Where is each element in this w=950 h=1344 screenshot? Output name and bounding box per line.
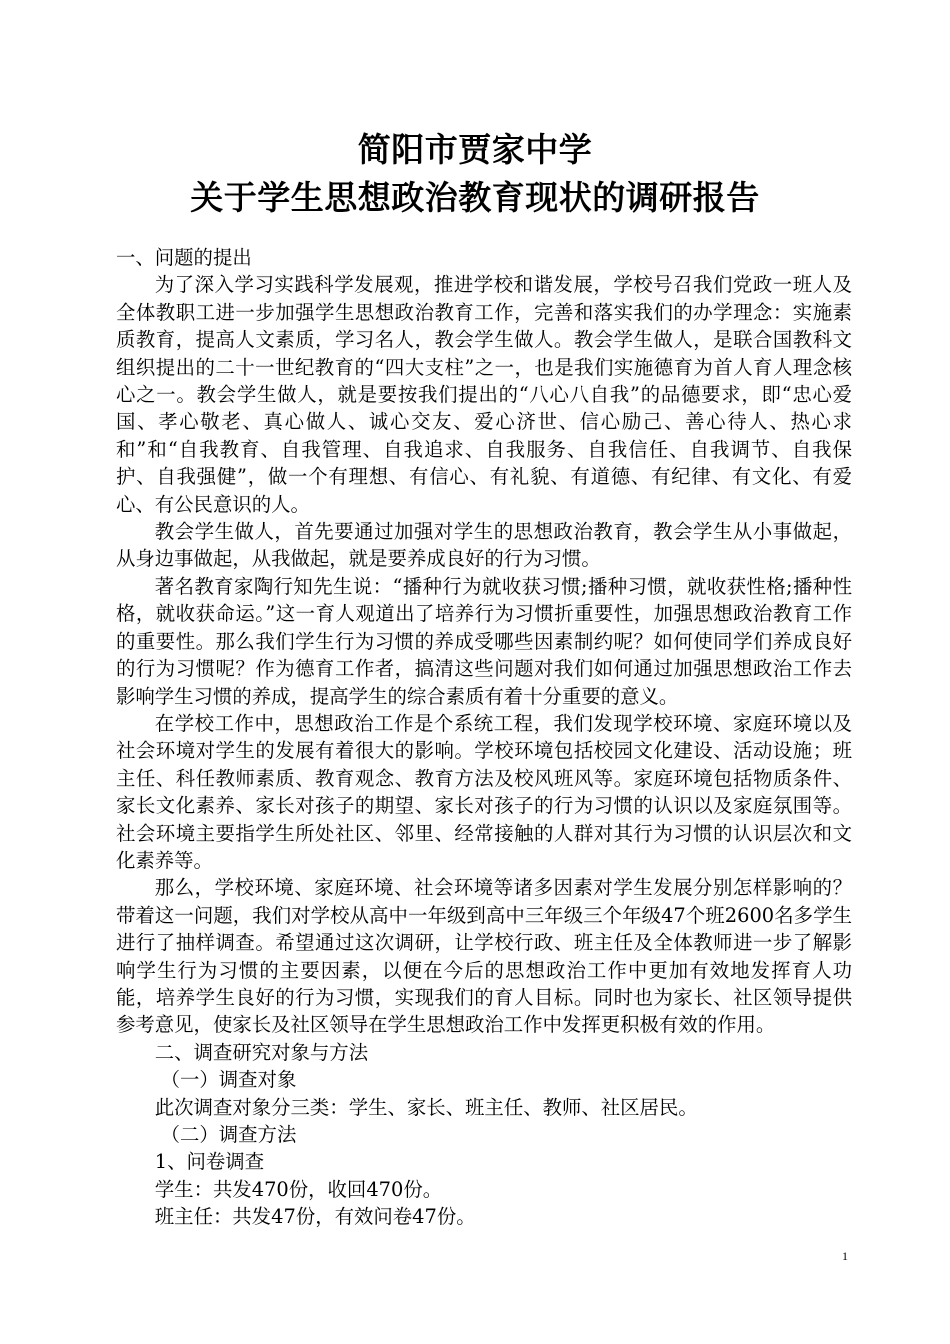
- title-school: 简阳市贾家中学: [357, 130, 593, 169]
- title-report: 关于学生思想政治教育现状的调研报告: [190, 178, 760, 217]
- subsection-heading-survey-method: （二）调查方法: [160, 1123, 297, 1146]
- page-number: 1: [842, 1249, 848, 1263]
- title-block: [0, 126, 950, 222]
- section-heading-2: 二、调查研究对象与方法: [154, 1040, 369, 1064]
- headteacher-questionnaire-line: 班主任：共发47份，有效问卷47份。: [154, 1205, 476, 1229]
- method-item-questionnaire: 1、问卷调查: [154, 1150, 265, 1174]
- survey-objects-text: 此次调查对象分三类：学生、家长、班主任、教师、社区居民。: [154, 1095, 698, 1119]
- paragraph-5: 那么，学校环境、家庭环境、社会环境等诸多因素对学生发展分别怎样影响的？带着这一问题，我们对学校从高中一年级到高中三年级三个年级47个班2600名多学生进行了抽样调查。希望通过这次调研，让学校行政、班主任及全体教师进一步了解影响学生行为习惯的主要因素，以便在今后的思想政治工作中更加有效地发挥育人功能，培养学生良好的行为习惯，实现我们的育人目标。同时也为家长、社区领导提供参考意见，使家长及社区领导在学生思想政治工作中发挥更积极有效的作用。: [116, 876, 852, 1037]
- section-heading-1: 一、问题的提出: [116, 246, 252, 269]
- paragraph-2: 教会学生做人，首先要通过加强对学生的思想政治教育，教会学生从小事做起，从身边事做起，从我做起，就是要养成良好的行为习惯。: [116, 520, 852, 571]
- subsection-heading-survey-objects: （一）调查对象: [160, 1068, 297, 1092]
- report-body: [116, 244, 852, 1231]
- paragraph-4: 在学校工作中，思想政治工作是个系统工程，我们发现学校环境、家庭环境以及社会环境对学生的发展有着很大的影响。学校环境包括校园文化建设、活动设施；班主任、科任教师素质、教育观念、教育方法及校风班风等。家庭环境包括物质条件、家长文化素养、家长对孩子的期望、家长对孩子的行为习惯的认识以及家庭氛围等。社会环境主要指学生所处社区、邻里、经常接触的人群对其行为习惯的认识层次和文化素养等。: [116, 711, 852, 872]
- students-questionnaire-line: 学生：共发470份，收回470份。: [154, 1177, 443, 1201]
- paragraph-1: 为了深入学习实践科学发展观，推进学校和谐发展，学校号召我们党政一班人及全体教职工进一步加强学生思想政治教育工作，完善和落实我们的办学理念：实施素质教育，提高人文素质，学习名人，教会学生做人。教会学生做人，是联合国教科文组织提出的二十一世纪教育的“四大支柱”之一，也是我们实施德育为首人育人理念核心之一。教会学生做人，就是要按我们提出的“八心八自我”的品德要求，即“忠心爱国、孝心敬老、真心做人、诚心交友、爱心济世、信心励己、善心待人、热心求和”和“自我教育、自我管理、自我追求、自我服务、自我信任、自我调节、自我保护、自我强健”，做一个有理想、有信心、有礼貌、有道德、有纪律、有文化、有爱心、有公民意识的人。: [116, 273, 852, 516]
- paragraph-3: 著名教育家陶行知先生说：“播种行为就收获习惯;播种习惯，就收获性格;播种性格，就收获命运。”这一育人观道出了培养行为习惯折重要性，加强思想政治教育工作的重要性。那么我们学生行为习惯的养成受哪些因素制约呢？如何使同学们养成良好的行为习惯呢？作为德育工作者，搞清这些问题对我们如何通过加强思想政治工作去影响学生习惯的养成，提高学生的综合素质有着十分重要的意义。: [116, 574, 852, 708]
